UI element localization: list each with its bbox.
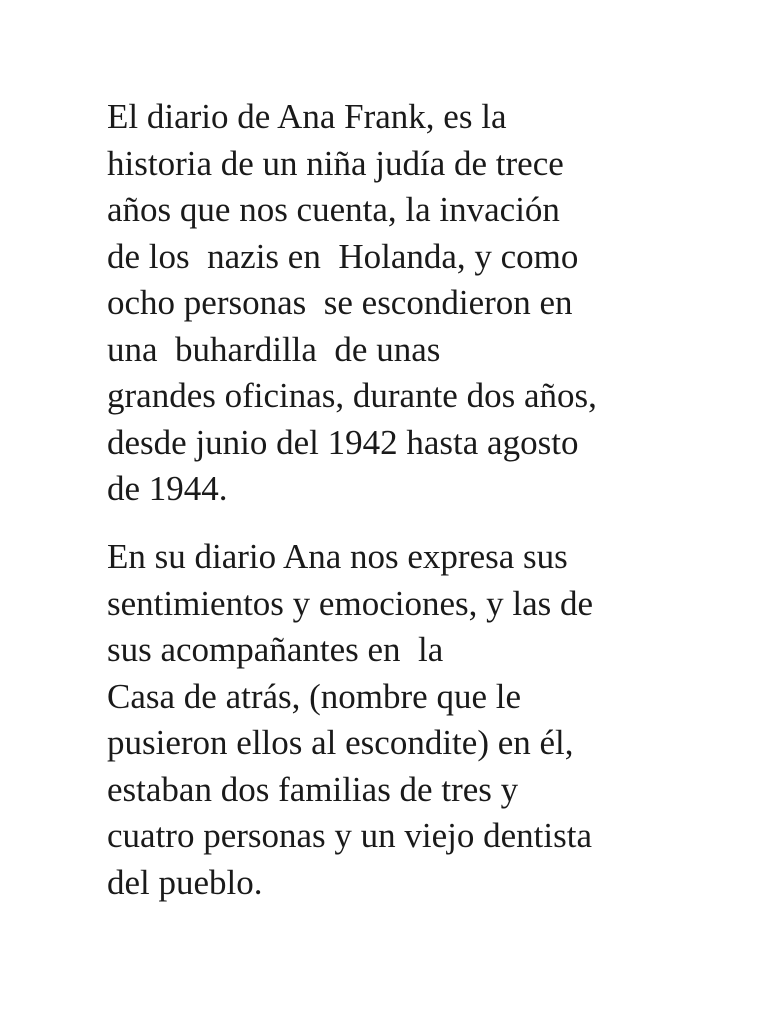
paragraph-line: Casa de atrás, (nombre que le [107, 676, 522, 716]
paragraph-line: sentimientos y emociones, y las de [107, 583, 594, 623]
paragraph-line: una buhardilla de unas [107, 329, 441, 369]
paragraph-line: cuatro personas y un viejo dentista [107, 816, 593, 855]
paragraph-line: historia de un niña judía de trece [107, 143, 564, 183]
paragraph-line: del pueblo. [107, 862, 263, 902]
paragraph-line: desde junio del 1942 hasta agosto [107, 422, 579, 462]
paragraph-line: En su diario Ana nos expresa sus [107, 537, 568, 576]
paragraph-1 [107, 94, 727, 513]
paragraph-line: grandes oficinas, durante dos años, [107, 376, 597, 415]
paragraph-line: ocho personas se escondieron en [107, 283, 573, 322]
paragraph-2 [107, 534, 727, 906]
paragraph-line: de los nazis en Holanda, y como [107, 236, 579, 276]
paragraph-line: de 1944. [107, 469, 228, 508]
paragraph-line: estaban dos familias de tres y [107, 769, 519, 809]
paragraph-line: sus acompañantes en la [107, 630, 444, 669]
paragraph-line: El diario de Ana Frank, es la [107, 97, 507, 136]
paragraph-line: años que nos cuenta, la invación [107, 190, 560, 229]
paragraph-line: pusieron ellos al escondite) en él, [107, 723, 574, 762]
